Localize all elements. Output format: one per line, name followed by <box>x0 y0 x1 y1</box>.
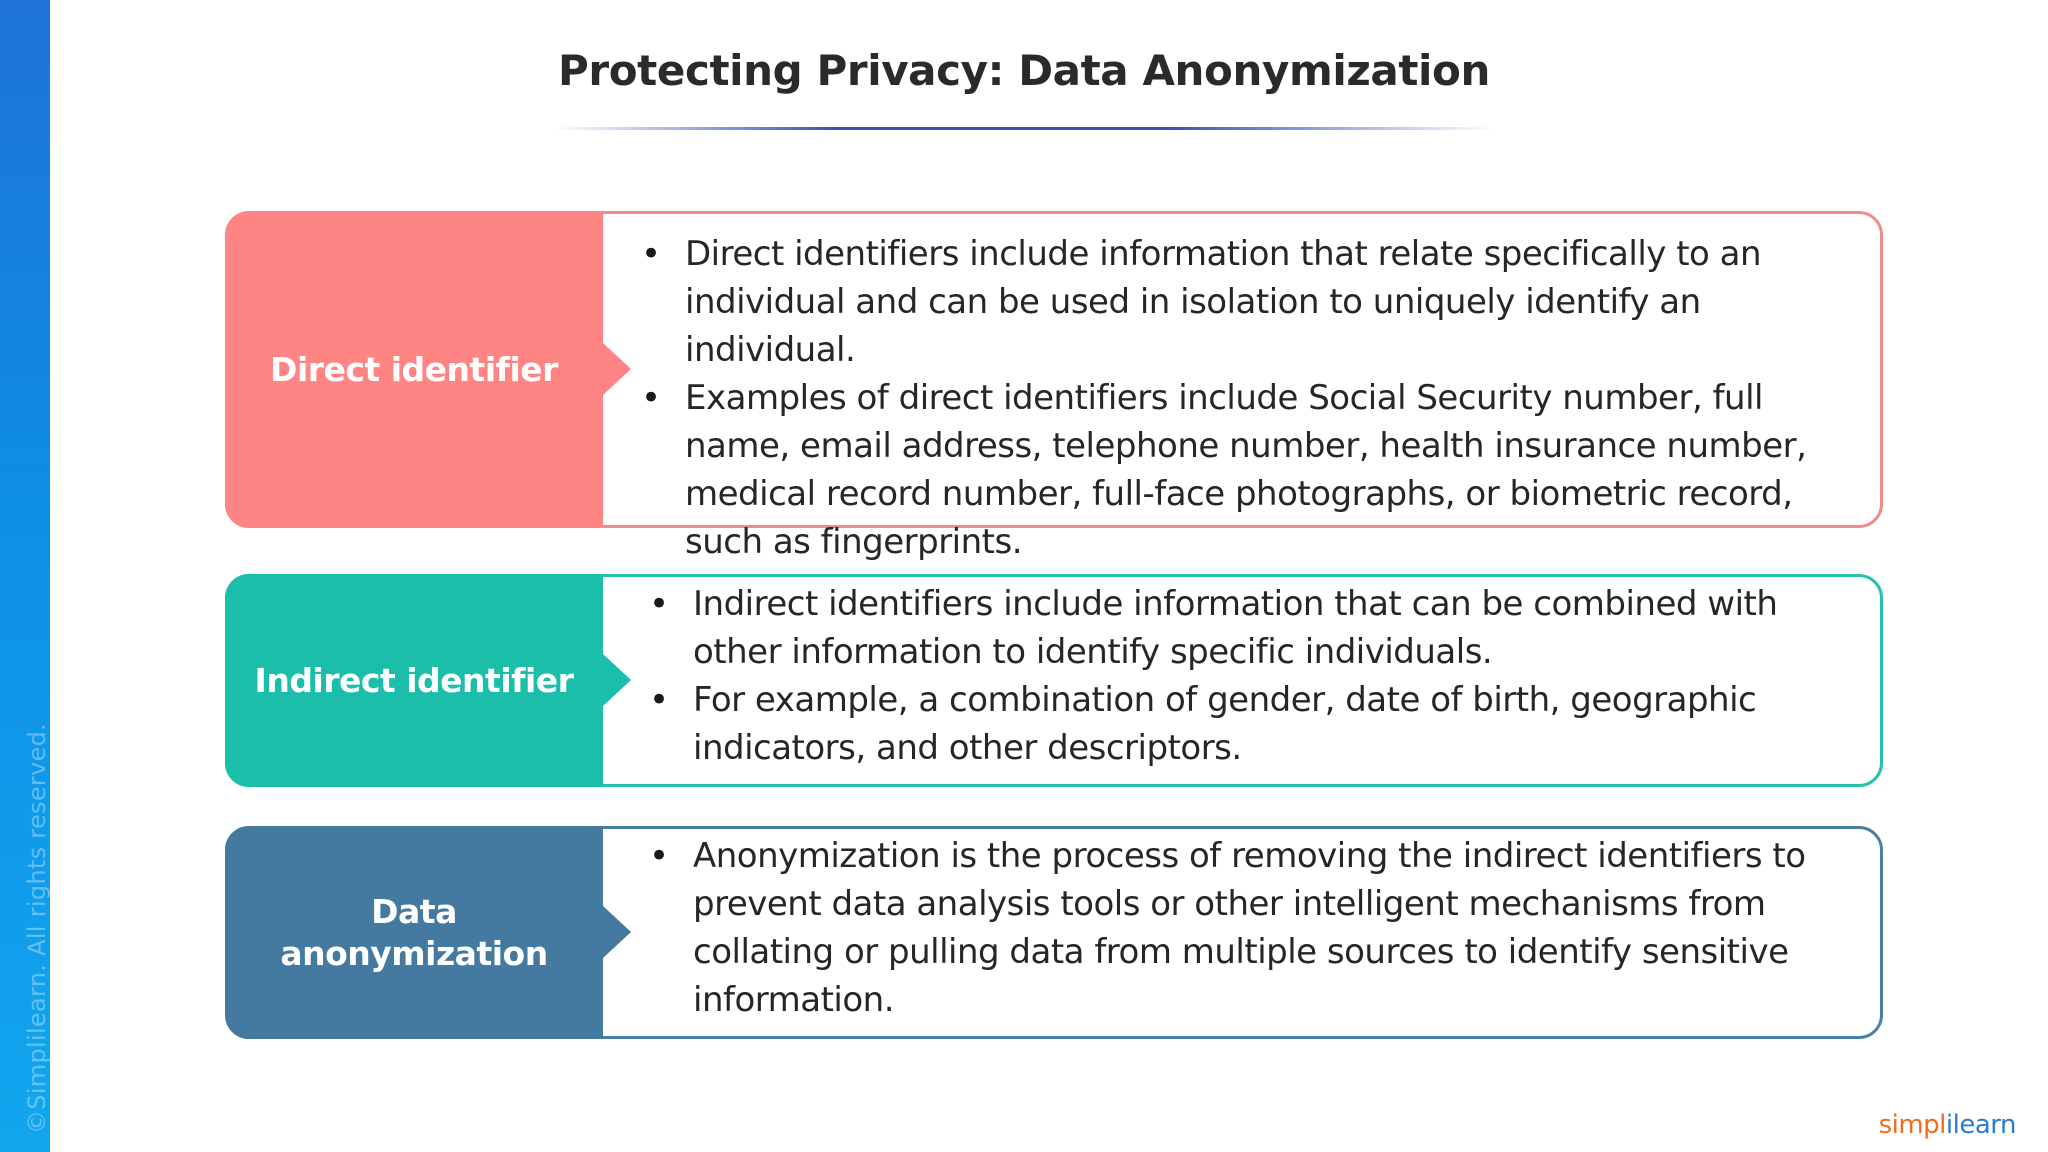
bullet-item: • Anonymization is the process of removing the indirect identifiers to prevent data analysis tools or other intelligent mechanisms from collating or pulling data from multiple sources to identify sensitive information. <box>649 832 1863 1024</box>
data-anonymization-arrow <box>603 906 631 958</box>
bullet-item: • Indirect identifiers include information that can be combined with other information to identify specific individuals. <box>649 580 1863 676</box>
indirect-identifier-row <box>225 574 1883 787</box>
bullet-item: • Direct identifiers include information that relate specifically to an individual and can be used in isolation to uniquely identify an individual. <box>641 230 1863 374</box>
direct-identifier-bullets <box>641 230 1863 566</box>
data-anonymization-bullets <box>649 832 1863 1024</box>
data-anonymization-label: Data anonymization <box>225 826 603 1039</box>
copyright-notice: ©Simplilearn. All rights reserved. <box>23 722 51 1134</box>
bullet-item: • Examples of direct identifiers include Social Security number, full name, email address, telephone number, health insurance number, medical record number, full-face photographs, or biometric record, such as fingerprints. <box>641 374 1863 566</box>
simplilearn-logo: simplilearn <box>1878 1110 2016 1140</box>
data-anonymization-row <box>225 826 1883 1039</box>
title-underline <box>555 127 1495 130</box>
direct-identifier-arrow <box>603 343 631 395</box>
direct-identifier-row <box>225 211 1883 562</box>
bullet-item: • For example, a combination of gender, date of birth, geographic indicators, and other descriptors. <box>649 676 1863 772</box>
slide-title: Protecting Privacy: Data Anonymization <box>558 46 1490 95</box>
indirect-identifier-label: Indirect identifier <box>225 574 603 787</box>
indirect-identifier-bullets <box>649 580 1863 772</box>
direct-identifier-label: Direct identifier <box>225 211 603 528</box>
indirect-identifier-arrow <box>603 654 631 706</box>
